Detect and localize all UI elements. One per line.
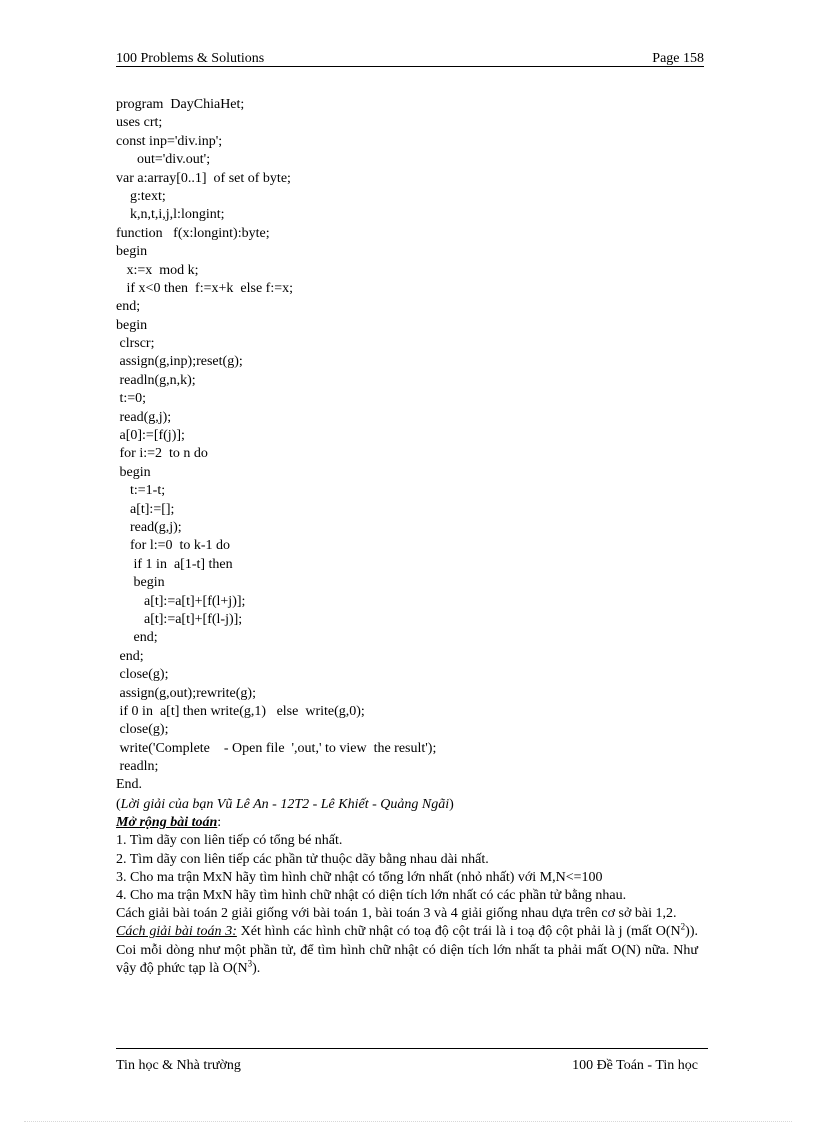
code-line: begin [116, 317, 148, 333]
code-line: t:=1-t; [116, 483, 166, 499]
code-line: g:text; [116, 188, 166, 204]
extension-item: 4. Cho ma trận MxN hãy tìm hình chữ nhật có diện tích lớn nhất có các phần tử bằng nhau. [116, 888, 627, 904]
code-line: var a:array[0..1] of set of byte; [116, 170, 291, 186]
code-line: for l:=0 to k-1 do [116, 538, 231, 554]
method-paragraph: Cách giải bài toán 3: Xét hình các hình chữ nhật có toạ độ cột trái là i toạ độ cột phải là j (mất $O(N^2)$). Coi mỗi dòng như một phần tử, để tìm hình chữ nhật có diện tích lớn nhất ta phải mất O(N) nữa. Như vậy độ phức tạp là $O(N^3)$. [116, 921, 698, 976]
extension-item: 3. Cho ma trận MxN hãy tìm hình chữ nhật có tổng lớn nhất (nhỏ nhất) với M,N<=100 [116, 869, 603, 885]
code-line: close(g); [116, 722, 169, 738]
code-line: end; [116, 648, 144, 664]
code-line: if x<0 then f:=x+k else f:=x; [116, 280, 293, 296]
extension-item: 1. Tìm dãy con liên tiếp có tổng bé nhất. [116, 833, 343, 849]
pascal-code-block [116, 96, 704, 795]
code-line: End. [116, 777, 143, 793]
footer-right: 100 Đề Toán - Tin học [572, 1058, 698, 1073]
code-line: uses crt; [116, 115, 163, 131]
code-line: close(g); [116, 667, 169, 683]
code-line: const inp='div.inp'; [116, 133, 223, 149]
code-line: read(g,j); [116, 519, 182, 535]
extension-note: Cách giải bài toán 2 giải giống với bài toán 1, bài toán 3 và 4 giải giống nhau dựa trên cơ sở bài 1,2. [116, 906, 677, 922]
code-line: k,n,t,i,j,l:longint; [116, 207, 225, 223]
code-line: clrscr; [116, 336, 155, 352]
code-line: end; [116, 630, 158, 646]
code-line: end; [116, 299, 141, 315]
extension-heading: Mở rộng bài toán: [116, 815, 222, 831]
footer-divider [116, 1048, 708, 1049]
method-label: Cách giải bài toán 3: [116, 924, 237, 940]
code-line: a[t]:=[]; [116, 501, 175, 517]
code-line: function f(x:longint):byte; [116, 225, 270, 241]
code-line: program DayChiaHet; [116, 97, 245, 112]
header-page-number: Page 158 [652, 51, 704, 66]
code-line: for i:=2 to n do [116, 446, 208, 462]
code-line: begin [116, 244, 148, 260]
code-line: begin [116, 575, 165, 591]
footer-left: Tin học & Nhà trường [116, 1058, 241, 1073]
code-line: x:=x mod k; [116, 262, 199, 278]
page-edge-divider [24, 1121, 792, 1122]
code-line: read(g,j); [116, 409, 172, 425]
code-line: t:=0; [116, 391, 147, 407]
code-line: assign(g,inp);reset(g); [116, 354, 243, 370]
code-line: a[t]:=a[t]+[f(l-j)]; [116, 611, 243, 627]
code-line: assign(g,out);rewrite(g); [116, 685, 256, 701]
code-line: out='div.out'; [116, 152, 211, 168]
header-title: 100 Problems & Solutions [116, 51, 265, 66]
code-line: a[t]:=a[t]+[f(l+j)]; [116, 593, 246, 609]
solution-text [116, 796, 698, 978]
credit-line: (Lời giải của bạn Vũ Lê An - 12T2 - Lê Khiết - Quảng Ngãi) [116, 797, 454, 812]
code-line: if 0 in a[t] then write(g,1) else write(g,0); [116, 703, 365, 719]
code-line: begin [116, 464, 151, 480]
code-line: readln; [116, 759, 159, 775]
code-line: if 1 in a[1-t] then [116, 556, 233, 572]
code-line: a[0]:=[f(j)]; [116, 428, 185, 444]
code-line: readln(g,n,k); [116, 372, 196, 388]
page-header [116, 48, 704, 67]
credit-text: Lời giải của bạn Vũ Lê An - 12T2 - Lê Khiết - Quảng Ngãi [120, 797, 450, 812]
code-line: write('Complete - Open file ',out,' to view the result'); [116, 740, 437, 756]
extension-item: 2. Tìm dãy con liên tiếp các phần tử thuộc dãy bằng nhau dài nhất. [116, 851, 489, 867]
